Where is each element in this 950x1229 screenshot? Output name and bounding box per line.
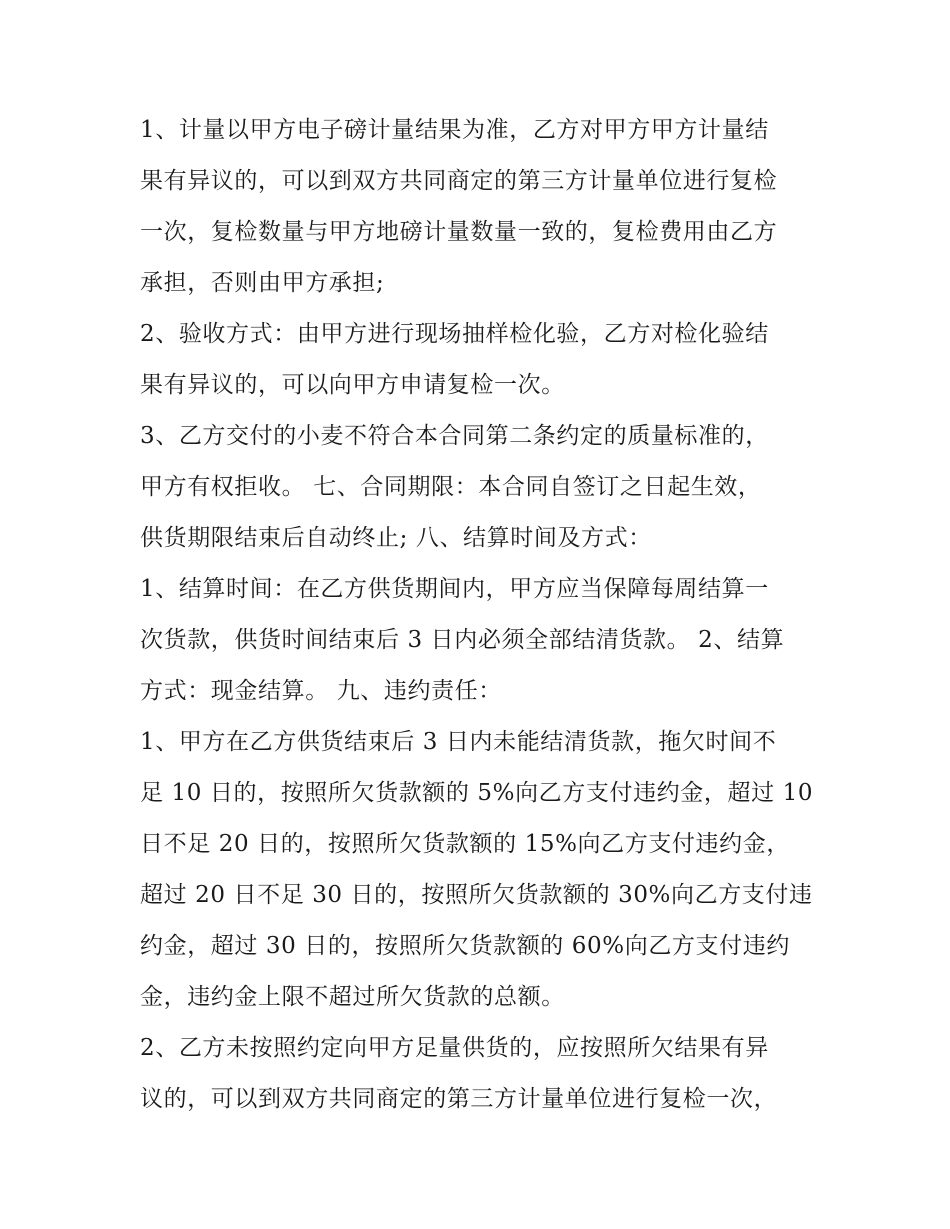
clause-paragraph: [140, 309, 820, 411]
text-line: 日不足 20 日的，按照所欠货款额的 15%向乙方支付违约金，: [140, 831, 790, 857]
document-body: [140, 105, 820, 1125]
text-line: 甲方有权拒收。 七、合同期限：本合同自签订之日起生效，: [140, 474, 762, 500]
clause-paragraph: [140, 105, 820, 309]
text-line: 金，违约金上限不超过所欠货款的总额。: [140, 984, 565, 1010]
text-line: 承担，否则由甲方承担;: [140, 270, 385, 296]
clause-paragraph: [140, 411, 820, 564]
text-line: 供货期限结束后自动终止; 八、结算时间及方式：: [140, 525, 652, 551]
text-line: 1、甲方在乙方供货结束后 3 日内未能结清货款，拖欠时间不: [140, 729, 777, 755]
text-line: 次货款，供货时间结束后 3 日内必须全部结清货款。 2、结算: [140, 627, 785, 653]
text-line: 2、验收方式：由甲方进行现场抽样检化验，乙方对检化验结: [140, 321, 769, 347]
clause-paragraph: [140, 717, 820, 1023]
text-line: 超过 20 日不足 30 日的，按照所欠货款额的 30%向乙方支付违: [140, 882, 813, 908]
text-line: 足 10 日的，按照所欠货款额的 5%向乙方支付违约金，超过 10: [140, 780, 814, 806]
text-line: 果有异议的，可以向甲方申请复检一次。: [140, 372, 565, 398]
clause-paragraph: [140, 1023, 820, 1125]
clause-paragraph: [140, 564, 820, 717]
text-line: 果有异议的，可以到双方共同商定的第三方计量单位进行复检: [140, 168, 778, 194]
text-line: 一次，复检数量与甲方地磅计量数量一致的，复检费用由乙方: [140, 219, 778, 245]
text-line: 约金，超过 30 日的，按照所欠货款额的 60%向乙方支付违约: [140, 933, 790, 959]
text-line: 1、结算时间：在乙方供货期间内，甲方应当保障每周结算一: [140, 576, 769, 602]
text-line: 方式：现金结算。 九、违约责任：: [140, 678, 502, 704]
text-line: 2、乙方未按照约定向甲方足量供货的，应按照所欠结果有异: [140, 1035, 769, 1061]
text-line: 议的，可以到双方共同商定的第三方计量单位进行复检一次，: [140, 1086, 778, 1112]
text-line: 1、计量以甲方电子磅计量结果为准，乙方对甲方甲方计量结: [140, 117, 769, 143]
text-line: 3、乙方交付的小麦不符合本合同第二条约定的质量标准的，: [140, 423, 769, 449]
